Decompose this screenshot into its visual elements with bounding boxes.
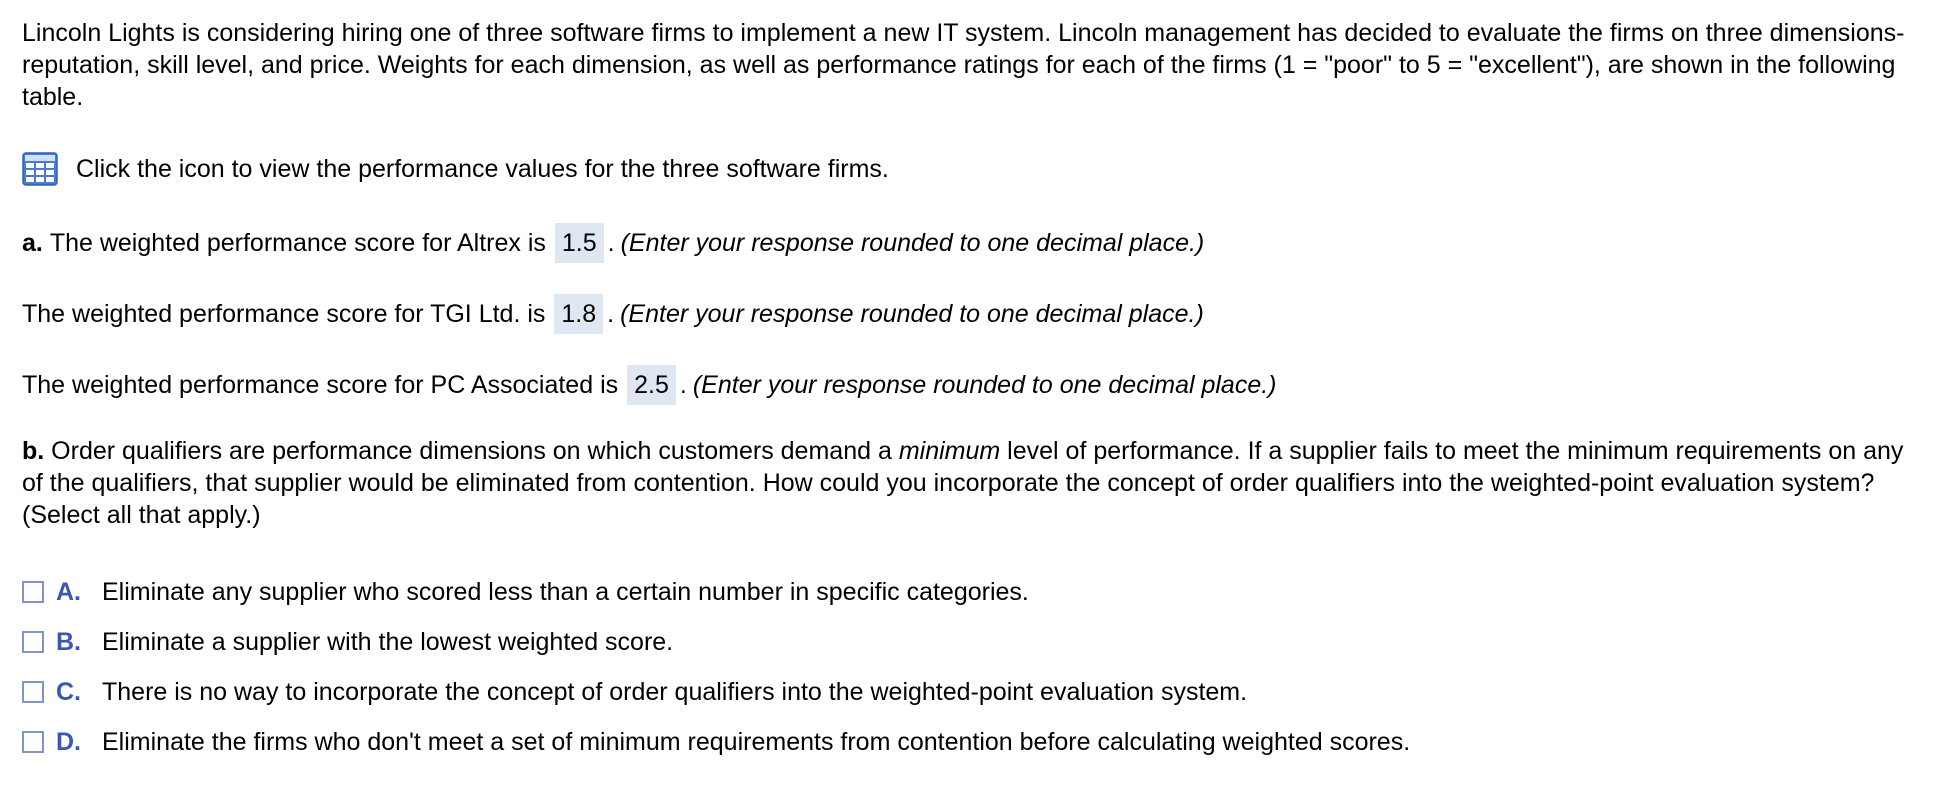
answer-field-altrex[interactable]: 1.5 bbox=[555, 223, 604, 263]
checkbox-b[interactable] bbox=[22, 631, 44, 653]
answer-row-tgi: The weighted performance score for TGI Ltd. is 1.8 . (Enter your response rounded to one decimal place.) bbox=[22, 292, 1940, 336]
rounding-hint: (Enter your response rounded to one decimal place.) bbox=[620, 229, 1205, 257]
part-b-emphasis: minimum bbox=[898, 437, 1001, 465]
option-letter: C. bbox=[56, 678, 81, 706]
performance-table-link-text[interactable]: Click the icon to view the performance values for the three software firms. bbox=[76, 155, 889, 183]
performance-table-link bbox=[22, 149, 1940, 189]
part-a-label: a. bbox=[22, 229, 43, 257]
option-letter: A. bbox=[56, 578, 81, 606]
option-text: Eliminate the firms who don't meet a set of minimum requirements from contention before calculating weighted scores. bbox=[102, 728, 1411, 756]
answer-row-altrex: a. The weighted performance score for Altrex is 1.5 . (Enter your response rounded to one decimal place.) bbox=[22, 221, 1940, 265]
option-text: There is no way to incorporate the concept of order qualifiers into the weighted-point evaluation system. bbox=[102, 678, 1248, 706]
answer-options bbox=[22, 567, 1940, 767]
option-text: Eliminate any supplier who scored less than a certain number in specific categories. bbox=[102, 578, 1029, 606]
checkbox-c[interactable] bbox=[22, 681, 44, 703]
part-b-label: b. bbox=[22, 437, 45, 465]
part-b-text-after: level of performance. If a supplier fails to meet the minimum requirements on any of the qualifiers, that supplier would be eliminated from contention. How could you incorporate the concept of order qualifiers into the weighted-point evaluation system? (Select all that apply.) bbox=[22, 437, 1904, 529]
option-c[interactable] bbox=[22, 667, 1940, 717]
checkbox-a[interactable] bbox=[22, 581, 44, 603]
rounding-hint: (Enter your response rounded to one decimal place.) bbox=[692, 371, 1277, 399]
table-grid-icon[interactable] bbox=[22, 152, 58, 186]
option-letter: B. bbox=[56, 628, 81, 656]
option-letter: D. bbox=[56, 728, 81, 756]
checkbox-d[interactable] bbox=[22, 731, 44, 753]
answer-prefix: The weighted performance score for Altrex is bbox=[49, 229, 546, 257]
answer-prefix: The weighted performance score for TGI Ltd. is bbox=[22, 300, 546, 328]
option-a[interactable] bbox=[22, 567, 1940, 617]
answer-prefix: The weighted performance score for PC Associated is bbox=[22, 371, 619, 399]
problem-intro: Lincoln Lights is considering hiring one of three software firms to implement a new IT system. Lincoln management has decided to evaluate the firms on three dimensions-reputation, skill level, and price. Weights for each dimension, as well as performance ratings for each of the firms (1 = "poor" to 5 = "excellent"), are shown in the following table. bbox=[22, 19, 1905, 111]
answer-field-tgi[interactable]: 1.8 bbox=[554, 294, 603, 334]
option-text: Eliminate a supplier with the lowest weighted score. bbox=[102, 628, 674, 656]
question-page bbox=[22, 17, 1940, 767]
part-b-text-before: Order qualifiers are performance dimensions on which customers demand a bbox=[51, 437, 892, 465]
option-d[interactable] bbox=[22, 717, 1940, 767]
option-b[interactable] bbox=[22, 617, 1940, 667]
answer-row-pc-associated: The weighted performance score for PC Associated is 2.5 . (Enter your response rounded to one decimal place.) bbox=[22, 363, 1940, 407]
rounding-hint: (Enter your response rounded to one decimal place.) bbox=[620, 300, 1204, 328]
part-b-question bbox=[22, 435, 1930, 531]
answer-field-pc-associated[interactable]: 2.5 bbox=[627, 365, 676, 405]
